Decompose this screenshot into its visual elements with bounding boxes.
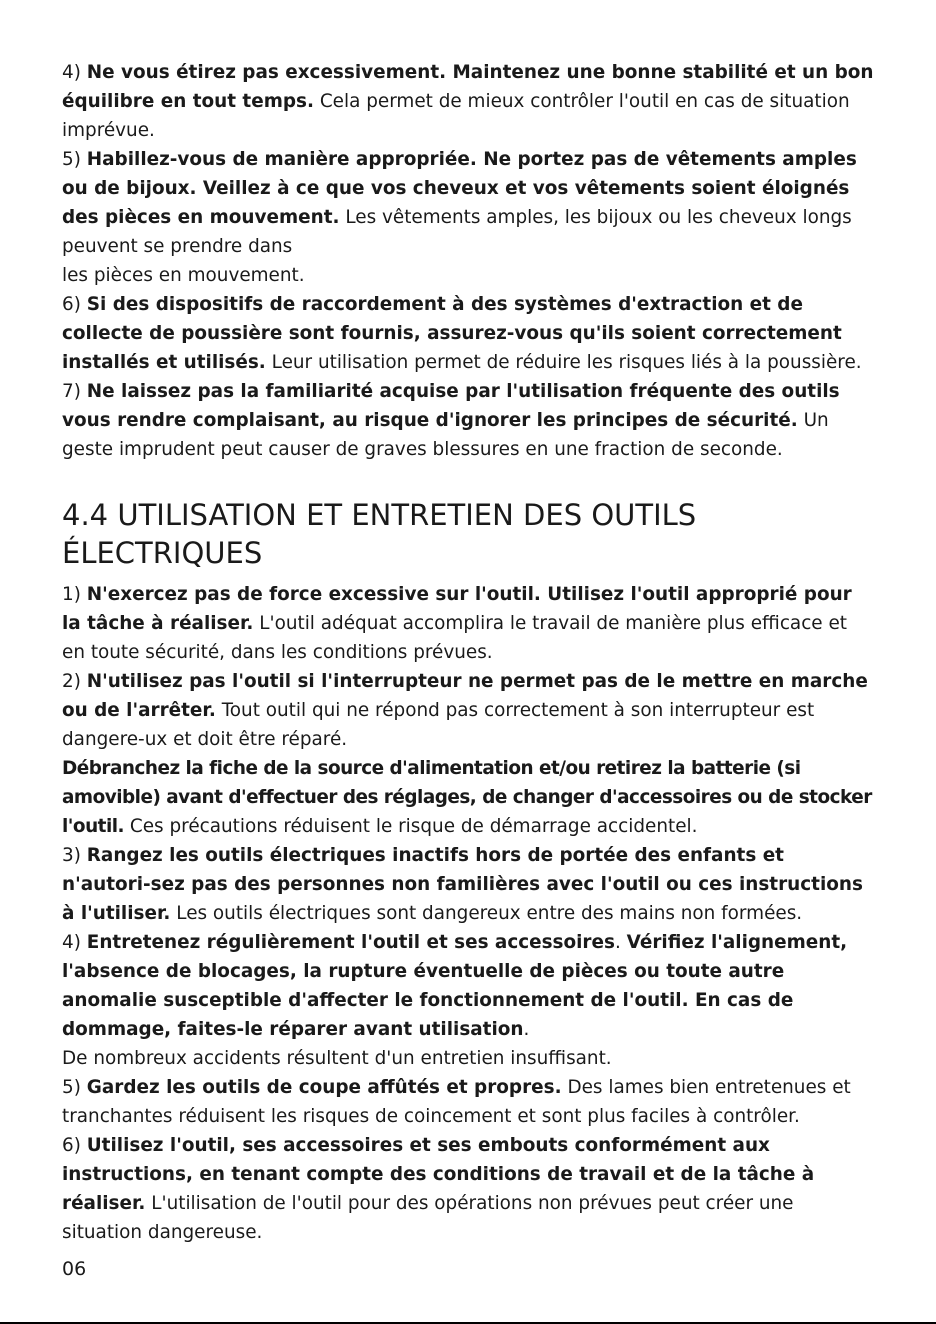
- item-3-7: [62, 377, 874, 464]
- item-end: .: [523, 1019, 530, 1040]
- item-text: L'outil adéquat accomplira le travail de manière plus efficace et en toute sécurité, dans les conditions prévues.: [62, 613, 847, 663]
- item-4-3: [62, 841, 874, 928]
- item-bold-text: Habillez-vous de manière appropriée. Ne portez pas de vêtements amples ou de bijoux. Veillez à ce que vos cheveux et vos vêtements soient éloignés des pièces en mouvement.: [62, 149, 857, 228]
- item-text-continued: les pièces en mouvement.: [62, 265, 305, 286]
- item-bold-text: Gardez les outils de coupe affûtés et propres.: [86, 1077, 562, 1098]
- item-text: De nombreux accidents résultent d'un entretien insuffisant.: [62, 1048, 612, 1069]
- item-bold-text: Ne laissez pas la familiarité acquise par l'utilisation fréquente des outils vous rendre complaisant, au risque d'ignorer les principes de sécurité.: [62, 381, 840, 431]
- item-bold-text: N'exercez pas de force excessive sur l'outil. Utilisez l'outil approprié pour la tâche à réaliser.: [62, 584, 852, 634]
- section-heading-line1: 4.4 UTILISATION ET ENTRETIEN DES OUTILS: [62, 498, 697, 532]
- item-bold-text: Si des dispositifs de raccordement à des systèmes d'extraction et de collecte de poussière sont fournis, assurez-vous qu'ils soient correctement installés et utilisés.: [62, 294, 842, 373]
- item-text: L'utilisation de l'outil pour des opérations non prévues peut créer une situation dangereuse.: [62, 1193, 794, 1243]
- item-bold-text: Entretenez régulièrement l'outil et ses accessoires: [86, 932, 615, 953]
- item-number: 4): [62, 932, 81, 953]
- item-3-5: [62, 145, 874, 290]
- item-number: 2): [62, 671, 81, 692]
- item-4-1: [62, 580, 874, 667]
- item-bold-text-2: Vérifiez l'alignement, l'absence de blocages, la rupture éventuelle de pièces ou toute autre anomalie susceptible d'affecter le fonctionnement de l'outil. En cas de dommage, faites-le réparer avant utilisation: [62, 932, 848, 1040]
- item-text: Un geste imprudent peut causer de graves blessures en une fraction de seconde.: [62, 410, 829, 460]
- item-number: 1): [62, 584, 81, 605]
- item-3-6: [62, 290, 874, 377]
- page-content: [62, 58, 874, 1247]
- item-number: 6): [62, 1135, 81, 1156]
- item-text: Les outils électriques sont dangereux entre des mains non formées.: [176, 903, 803, 924]
- item-text: Cela permet de mieux contrôler l'outil en cas de situation imprévue.: [62, 91, 850, 141]
- item-4-2-unplug: [62, 754, 874, 841]
- section-heading: [62, 496, 874, 572]
- section-heading-line2: ÉLECTRIQUES: [62, 536, 263, 570]
- item-text: Leur utilisation permet de réduire les risques liés à la poussière.: [271, 352, 862, 373]
- item-number: 4): [62, 62, 81, 83]
- item-bold-text: Rangez les outils électriques inactifs hors de portée des enfants et n'autori-sez pas des personnes non familières avec l'outil ou ces instructions à l'utiliser.: [62, 845, 863, 924]
- item-number: 7): [62, 381, 81, 402]
- item-bold-text: Débranchez la fiche de la source d'alimentation et/ou retirez la batterie (si amovible) avant d'effectuer des réglages, de changer d'accessoires ou de stocker l'outil.: [62, 758, 872, 837]
- item-bold-text: N'utilisez pas l'outil si l'interrupteur ne permet pas de le mettre en marche ou de l'arrêter.: [62, 671, 868, 721]
- item-number: 3): [62, 845, 81, 866]
- item-4-6: [62, 1131, 874, 1247]
- item-text: Tout outil qui ne répond pas correctement à son interrupteur est dangere-ux et doit être réparé.: [62, 700, 815, 750]
- item-4-2: [62, 667, 874, 754]
- item-number: 5): [62, 149, 81, 170]
- item-4-5: [62, 1073, 874, 1131]
- item-number: 5): [62, 1077, 81, 1098]
- page-number: 06: [62, 1258, 87, 1280]
- item-4-4: [62, 928, 874, 1073]
- item-bold-text: Utilisez l'outil, ses accessoires et ses embouts conformément aux instructions, en tenant compte des conditions de travail et de la tâche à réaliser.: [62, 1135, 815, 1214]
- item-3-4: [62, 58, 874, 145]
- item-number: 6): [62, 294, 81, 315]
- item-text: Les vêtements amples, les bijoux ou les cheveux longs peuvent se prendre dans: [62, 207, 852, 257]
- item-text: Des lames bien entretenues et tranchantes réduisent les risques de coincement et sont plus faciles à contrôler.: [62, 1077, 851, 1127]
- item-separator: .: [614, 932, 621, 953]
- item-bold-text: Ne vous étirez pas excessivement. Maintenez une bonne stabilité et un bon équilibre en tout temps.: [62, 62, 874, 112]
- item-text: Ces précautions réduisent le risque de démarrage accidentel.: [129, 816, 698, 837]
